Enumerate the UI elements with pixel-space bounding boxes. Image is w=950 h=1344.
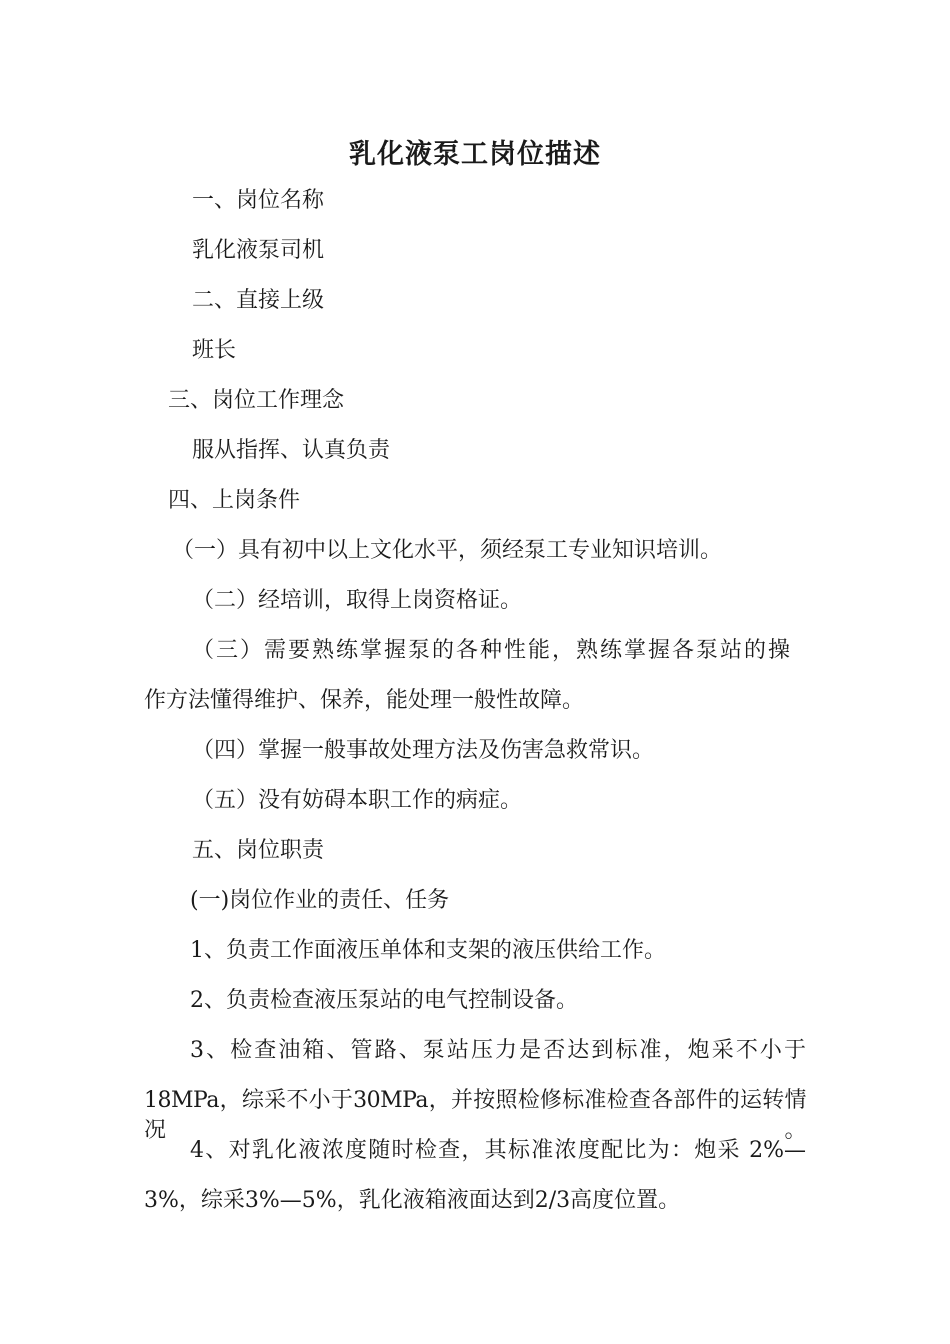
- paragraph: 1、负责工作面液压单体和支架的液压供给工作。: [190, 938, 666, 963]
- paragraph: （一）具有初中以上文化水平，须经泵工专业知识培训。: [172, 538, 723, 563]
- paragraph: 作方法懂得维护、保养，能处理一般性故障。: [144, 688, 585, 713]
- paragraph: （五）没有妨碍本职工作的病症。: [192, 788, 523, 813]
- paragraph: 服从指挥、认真负责: [192, 438, 391, 463]
- section-heading: 一、岗位名称: [192, 188, 325, 213]
- paragraph: 2、负责检查液压泵站的电气控制设备。: [190, 988, 578, 1013]
- paragraph: 3%，综采3%—5%，乳化液箱液面达到2/3高度位置。: [144, 1188, 681, 1213]
- paragraph: 乳化液泵司机: [192, 238, 325, 263]
- paragraph: 班长: [192, 338, 237, 363]
- section-heading: 三、岗位工作理念: [168, 388, 345, 413]
- paragraph: 18MPa，综采不小于30MPa，并按照检修标准检查各部件的运转情况。: [144, 1088, 806, 1143]
- paragraph: （二）经培训，取得上岗资格证。: [192, 588, 523, 613]
- paragraph: 3、检查油箱、管路、泵站压力是否达到标准，炮采不小于: [190, 1038, 806, 1063]
- paragraph: 4、对乳化液浓度随时检查，其标准浓度配比为：炮采 2%—: [190, 1138, 806, 1163]
- section-heading: 四、上岗条件: [168, 488, 301, 513]
- section-heading: 五、岗位职责: [192, 838, 325, 863]
- subsection-heading: (一)岗位作业的责任、任务: [190, 888, 450, 913]
- document-title: 乳化液泵工岗位描述: [349, 139, 601, 170]
- paragraph: （三）需要熟练掌握泵的各种性能，熟练掌握各泵站的操: [192, 638, 790, 663]
- paragraph: （四）掌握一般事故处理方法及伤害急救常识。: [192, 738, 655, 763]
- section-heading: 二、直接上级: [192, 288, 325, 313]
